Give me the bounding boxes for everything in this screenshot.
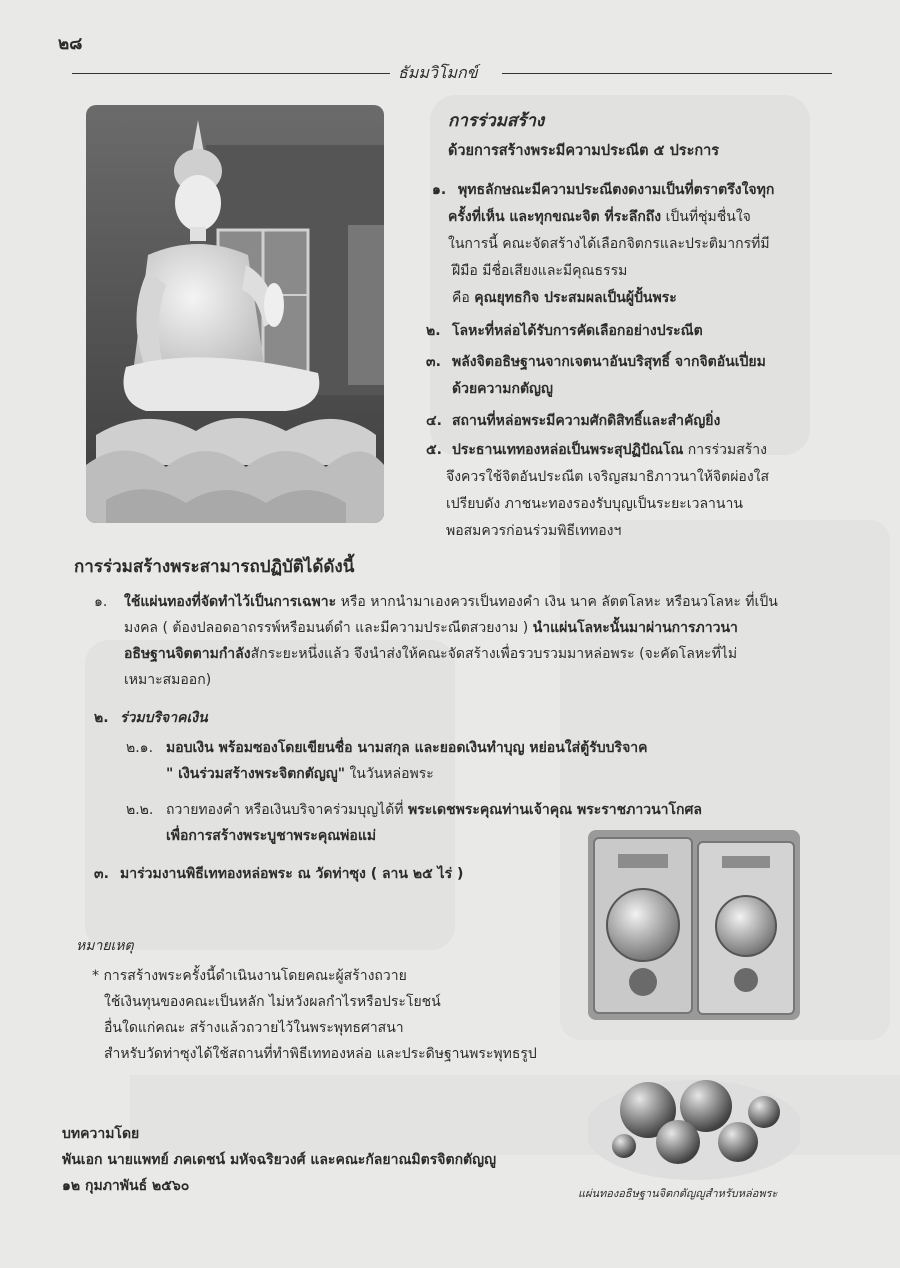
- list-item-text: มาร่วมงานพิธีเททองหล่อพระ ณ วัดท่าซุง ( ลาน ๒๕ ไร่ ): [120, 866, 464, 882]
- header-rule-right: [502, 73, 832, 74]
- list-item-text: เหมาะสมออก): [124, 672, 212, 688]
- list-item-text: ด้วยความกตัญญู: [452, 381, 553, 397]
- header-rule-left: [72, 73, 390, 74]
- list-item-text: ถวายทองคำ หรือเงินบริจาคร่วมบุญได้ที่ พระเดชพระคุณท่านเจ้าคุณ พระราชภาวนาโกศล: [166, 802, 702, 818]
- section2-title: การร่วมสร้างพระสามารถปฏิบัติได้ดังนี้: [74, 557, 355, 577]
- list-item-text: ฝีมือ มีชื่อเสียงและมีคุณธรรม: [452, 263, 628, 279]
- header-title: ธัมมวิโมกข์: [398, 63, 478, 82]
- list-number: ๑.: [94, 594, 108, 610]
- note-line: ใช้เงินทุนของคณะเป็นหลัก ไม่หวังผลกำไรหรือประโยชน์: [104, 994, 441, 1010]
- list-item-text: พอสมควรก่อนร่วมพิธีเททองฯ: [446, 523, 622, 539]
- list-item-text: ในการนี้ คณะจัดสร้างได้เลือกจิตกรและประติมากรที่มี: [448, 236, 770, 252]
- list-item-text: เปรียบดัง ภาชนะทองรองรับบุญเป็นระยะเวลานาน: [446, 496, 743, 512]
- buddha-statue-photo: [86, 105, 384, 523]
- section1-title: การร่วมสร้าง: [448, 111, 545, 131]
- list-number: ๒.: [426, 323, 441, 339]
- list-number: ๔.: [426, 413, 442, 429]
- note-line: อื่นใดแก่คณะ สร้างแล้วถวายไว้ในพระพุทธศาสนา: [104, 1020, 404, 1036]
- list-number: ๑.: [432, 182, 447, 198]
- list-item-text: เพื่อการสร้างพระบูชาพระคุณพ่อแม่: [166, 828, 377, 844]
- section1-subtitle: ด้วยการสร้างพระมีความประณีต ๕ ประการ: [448, 143, 720, 159]
- list-item-text: คือ คุณยุทธกิจ ประสมผลเป็นผู้ปั้นพระ: [452, 290, 677, 306]
- gold-plate-tray-photo: [588, 830, 800, 1182]
- note-line: สำหรับวัดท่าซุงได้ใช้สถานที่ทำพิธีเททองหล่อ และประดิษฐานพระพุทธรูป: [104, 1046, 537, 1062]
- byline-author: พันเอก นายแพทย์ ภคเดชน์ มหัจฉริยวงศ์ และคณะกัลยาณมิตรจิตกตัญญู: [62, 1152, 496, 1168]
- list-number: ๒.: [94, 710, 109, 726]
- sublist-number: ๒.๑.: [126, 740, 154, 756]
- list-item-text: โลหะที่หล่อได้รับการคัดเลือกอย่างประณีต: [452, 323, 703, 339]
- list-number: ๕.: [426, 442, 442, 458]
- byline-date: ๑๒ กุมภาพันธ์ ๒๕๖๐: [62, 1178, 190, 1194]
- list-item-text: มอบเงิน พร้อมซองโดยเขียนชื่อ นามสกุล และยอดเงินทำบุญ หย่อนใส่ตู้รับบริจาค: [166, 740, 648, 756]
- list-number: ๓.: [426, 354, 441, 370]
- list-item-text: พลังจิตอธิษฐานจากเจตนาอันบริสุทธิ์ จากจิตอันเปี่ยม: [452, 354, 766, 370]
- list-item-text: จึงควรใช้จิตอันประณีต เจริญสมาธิภาวนาให้จิตผ่องใส: [446, 469, 770, 485]
- list-item-text: มงคล ( ต้องปลอดอาถรรพ์หรือมนต์ดำ และมีความประณีตสวยงาม ) นำแผ่นโลหะนั้นมาผ่านการภาวนา: [124, 620, 738, 636]
- page-number: ๒๘: [58, 34, 83, 54]
- photo-caption: แผ่นทองอธิษฐานจิตกตัญญูสำหรับหล่อพระ: [578, 1187, 778, 1200]
- sublist-number: ๒.๒.: [126, 802, 154, 818]
- note-line: * การสร้างพระครั้งนี้ดำเนินงานโดยคณะผู้สร้างถวาย: [92, 968, 407, 984]
- running-header: [72, 61, 832, 85]
- list-item-text: " เงินร่วมสร้างพระจิตกตัญญู" ในวันหล่อพระ: [166, 766, 434, 782]
- list-item-text: ครั้งที่เห็น และทุกขณะจิต ที่ระลึกถึง เป็นที่ชุ่มชื่นใจ: [448, 209, 751, 225]
- list-item-text: ใช้แผ่นทองที่จัดทำไว้เป็นการเฉพาะ หรือ หากนำมาเองควรเป็นทองคำ เงิน นาค ลัตตโลหะ หรือนวโลหะ ที่เป็น: [124, 594, 778, 610]
- list-number: ๓.: [94, 866, 109, 882]
- list-item-text: พุทธลักษณะมีความประณีตงดงามเป็นที่ตราตรึงใจทุก: [458, 182, 775, 198]
- note-label: หมายเหตุ: [76, 938, 134, 954]
- list-item-text: อธิษฐานจิตตามกำลังสักระยะหนึ่งแล้ว จึงนำส่งให้คณะจัดสร้างเพื่อรวบรวมมาหล่อพระ (จะคัดโลหะที่ไม่: [124, 646, 738, 662]
- list-item-title: ร่วมบริจาคเงิน: [120, 710, 208, 726]
- list-item-text: ประธานเททองหล่อเป็นพระสุปฏิปัณโณ การร่วมสร้าง: [452, 442, 768, 458]
- byline-label: บทความโดย: [62, 1126, 140, 1142]
- list-item-text: สถานที่หล่อพระมีความศักดิสิทธิ์และสำคัญยิ่ง: [452, 413, 721, 429]
